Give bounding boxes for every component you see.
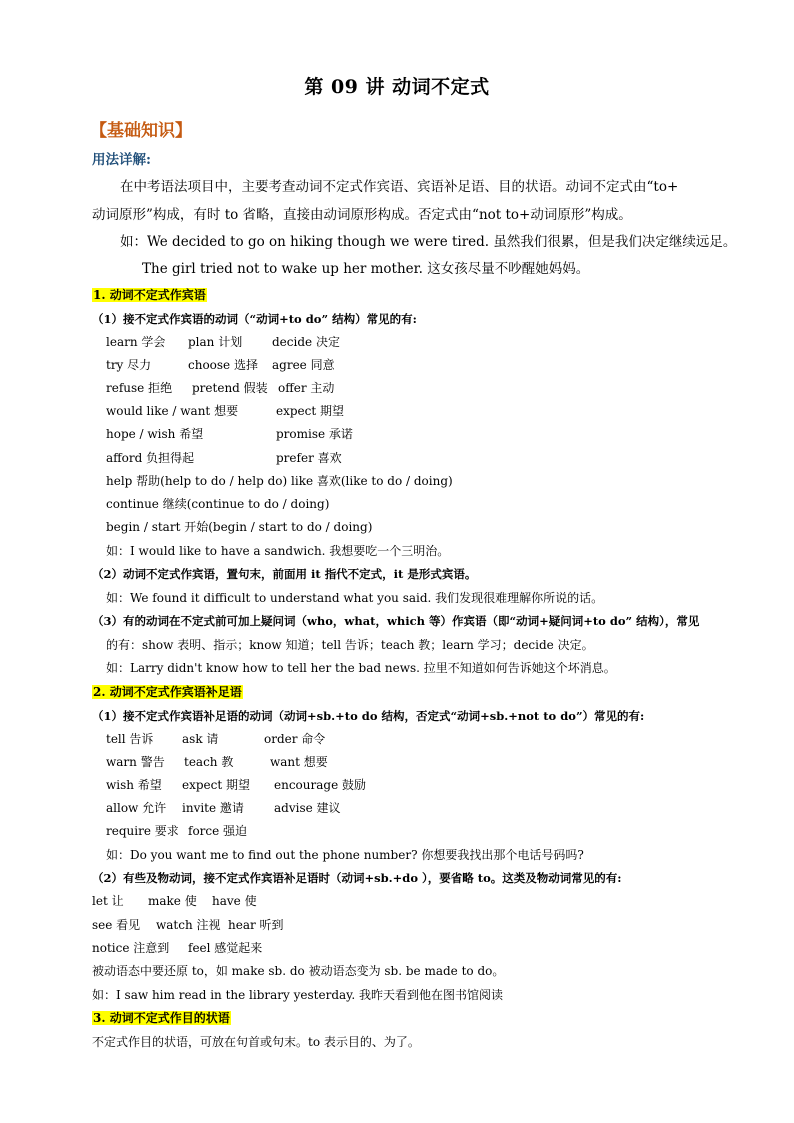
s3-line1: 不定式作目的状语，可放在句首或句末。to 表示目的、为了。	[92, 1035, 420, 1049]
s1-verb-row: hope / wish 希望 promise 承诺	[106, 427, 353, 441]
s1-verb-row: learn 学会 plan 计划 decide 决定	[106, 335, 340, 349]
s2-sub1: （1）接不定式作宾语补足语的动词（动词+sb.+to do 结构，否定式“动词+sb.+not to do”）常见的有:	[92, 709, 645, 723]
s1-verb-row: would like / want 想要 expect 期望	[106, 404, 345, 418]
page-title: 第 09 讲 动词不定式	[304, 76, 490, 98]
s2-passive-note: 被动语态中要还原 to，如 make sb. do 被动语态变为 sb. be made to do。	[92, 964, 505, 978]
intro-paragraph-line1: 在中考语法项目中，主要考查动词不定式作宾语、宾语补足语、目的状语。动词不定式由“to+	[120, 179, 679, 195]
s1-sub3-line2: 的有：show 表明、指示；know 知道；tell 告诉；teach 教；learn 学习；decide 决定。	[106, 638, 594, 652]
intro-paragraph-line2: 动词原形”构成，有时 to 省略，直接由动词原形构成。否定式由“not to+动词原形”构成。	[92, 207, 632, 223]
s2-verb-row: warn 警告 teach 教 want 想要	[106, 755, 328, 769]
s2-sub2: （2）有些及物动词，接不定式作宾语补足语时（动词+sb.+do ），要省略 to。这类及物动词常见的有:	[92, 871, 622, 885]
intro-example-1: 如：We decided to go on hiking though we were tired. 虽然我们很累，但是我们决定继续远足。	[120, 234, 737, 250]
s2-verb-row: wish 希望 expect 期望 encourage 鼓励	[106, 778, 366, 792]
usage-label: 用法详解:	[92, 152, 151, 168]
section-1-heading: 1. 动词不定式作宾语	[93, 288, 206, 302]
intro-example-2: The girl tried not to wake up her mother. 这女孩尽量不吵醒她妈妈。	[142, 261, 590, 277]
s1-sub3-line1: （3）有的动词在不定式前可加上疑问词（who，what，which 等）作宾语（即“动词+疑问词+to do” 结构），常见	[92, 614, 700, 628]
section-2-heading: 2. 动词不定式作宾语补足语	[93, 685, 242, 699]
s1-extra-3: begin / start 开始(begin / start to do / doing)	[106, 520, 373, 534]
s2-verb-row: allow 允许 invite 邀请 advise 建议	[106, 801, 341, 815]
s1-sub1: （1）接不定式作宾语的动词（“动词+to do” 结构）常见的有:	[92, 312, 417, 326]
s1-sub2: （2）动词不定式作宾语，置句末，前面用 it 指代不定式，it 是形式宾语。	[92, 567, 477, 581]
s1-example-1: 如：I would like to have a sandwich. 我想要吃一个三明治。	[106, 544, 450, 558]
s1-verb-row: try 尽力 choose 选择 agree 同意	[106, 358, 335, 372]
s2-verb2-row: notice 注意到 feel 感觉起来	[92, 941, 263, 955]
s1-extra-1: help 帮助(help to do / help do) like 喜欢(like to do / doing)	[106, 474, 453, 488]
s2-verb-row: tell 告诉 ask 请 order 命令	[106, 732, 326, 746]
s1-verb-row: afford 负担得起 prefer 喜欢	[106, 451, 342, 465]
s1-example-3: 如：Larry didn't know how to tell her the bad news. 拉里不知道如何告诉她这个坏消息。	[106, 661, 616, 675]
s1-example-2: 如：We found it difficult to understand what you said. 我们发现很难理解你所说的话。	[106, 591, 604, 605]
s2-verb-row: require 要求 force 强迫	[106, 824, 248, 838]
s2-verb2-row: see 看见 watch 注视 hear 听到	[92, 918, 284, 932]
s1-extra-2: continue 继续(continue to do / doing)	[106, 497, 330, 511]
section-3-heading: 3. 动词不定式作目的状语	[93, 1011, 230, 1025]
s1-verb-row: refuse 拒绝 pretend 假装 offer 主动	[106, 381, 335, 395]
s2-example-1: 如：Do you want me to find out the phone number? 你想要我找出那个电话号码吗?	[106, 848, 584, 862]
s2-verb2-row: let 让 make 使 have 使	[92, 894, 257, 908]
section-heading-basic: 【基础知识】	[90, 121, 192, 141]
s2-example-2: 如：I saw him read in the library yesterday. 我昨天看到他在图书馆阅读	[92, 988, 503, 1002]
